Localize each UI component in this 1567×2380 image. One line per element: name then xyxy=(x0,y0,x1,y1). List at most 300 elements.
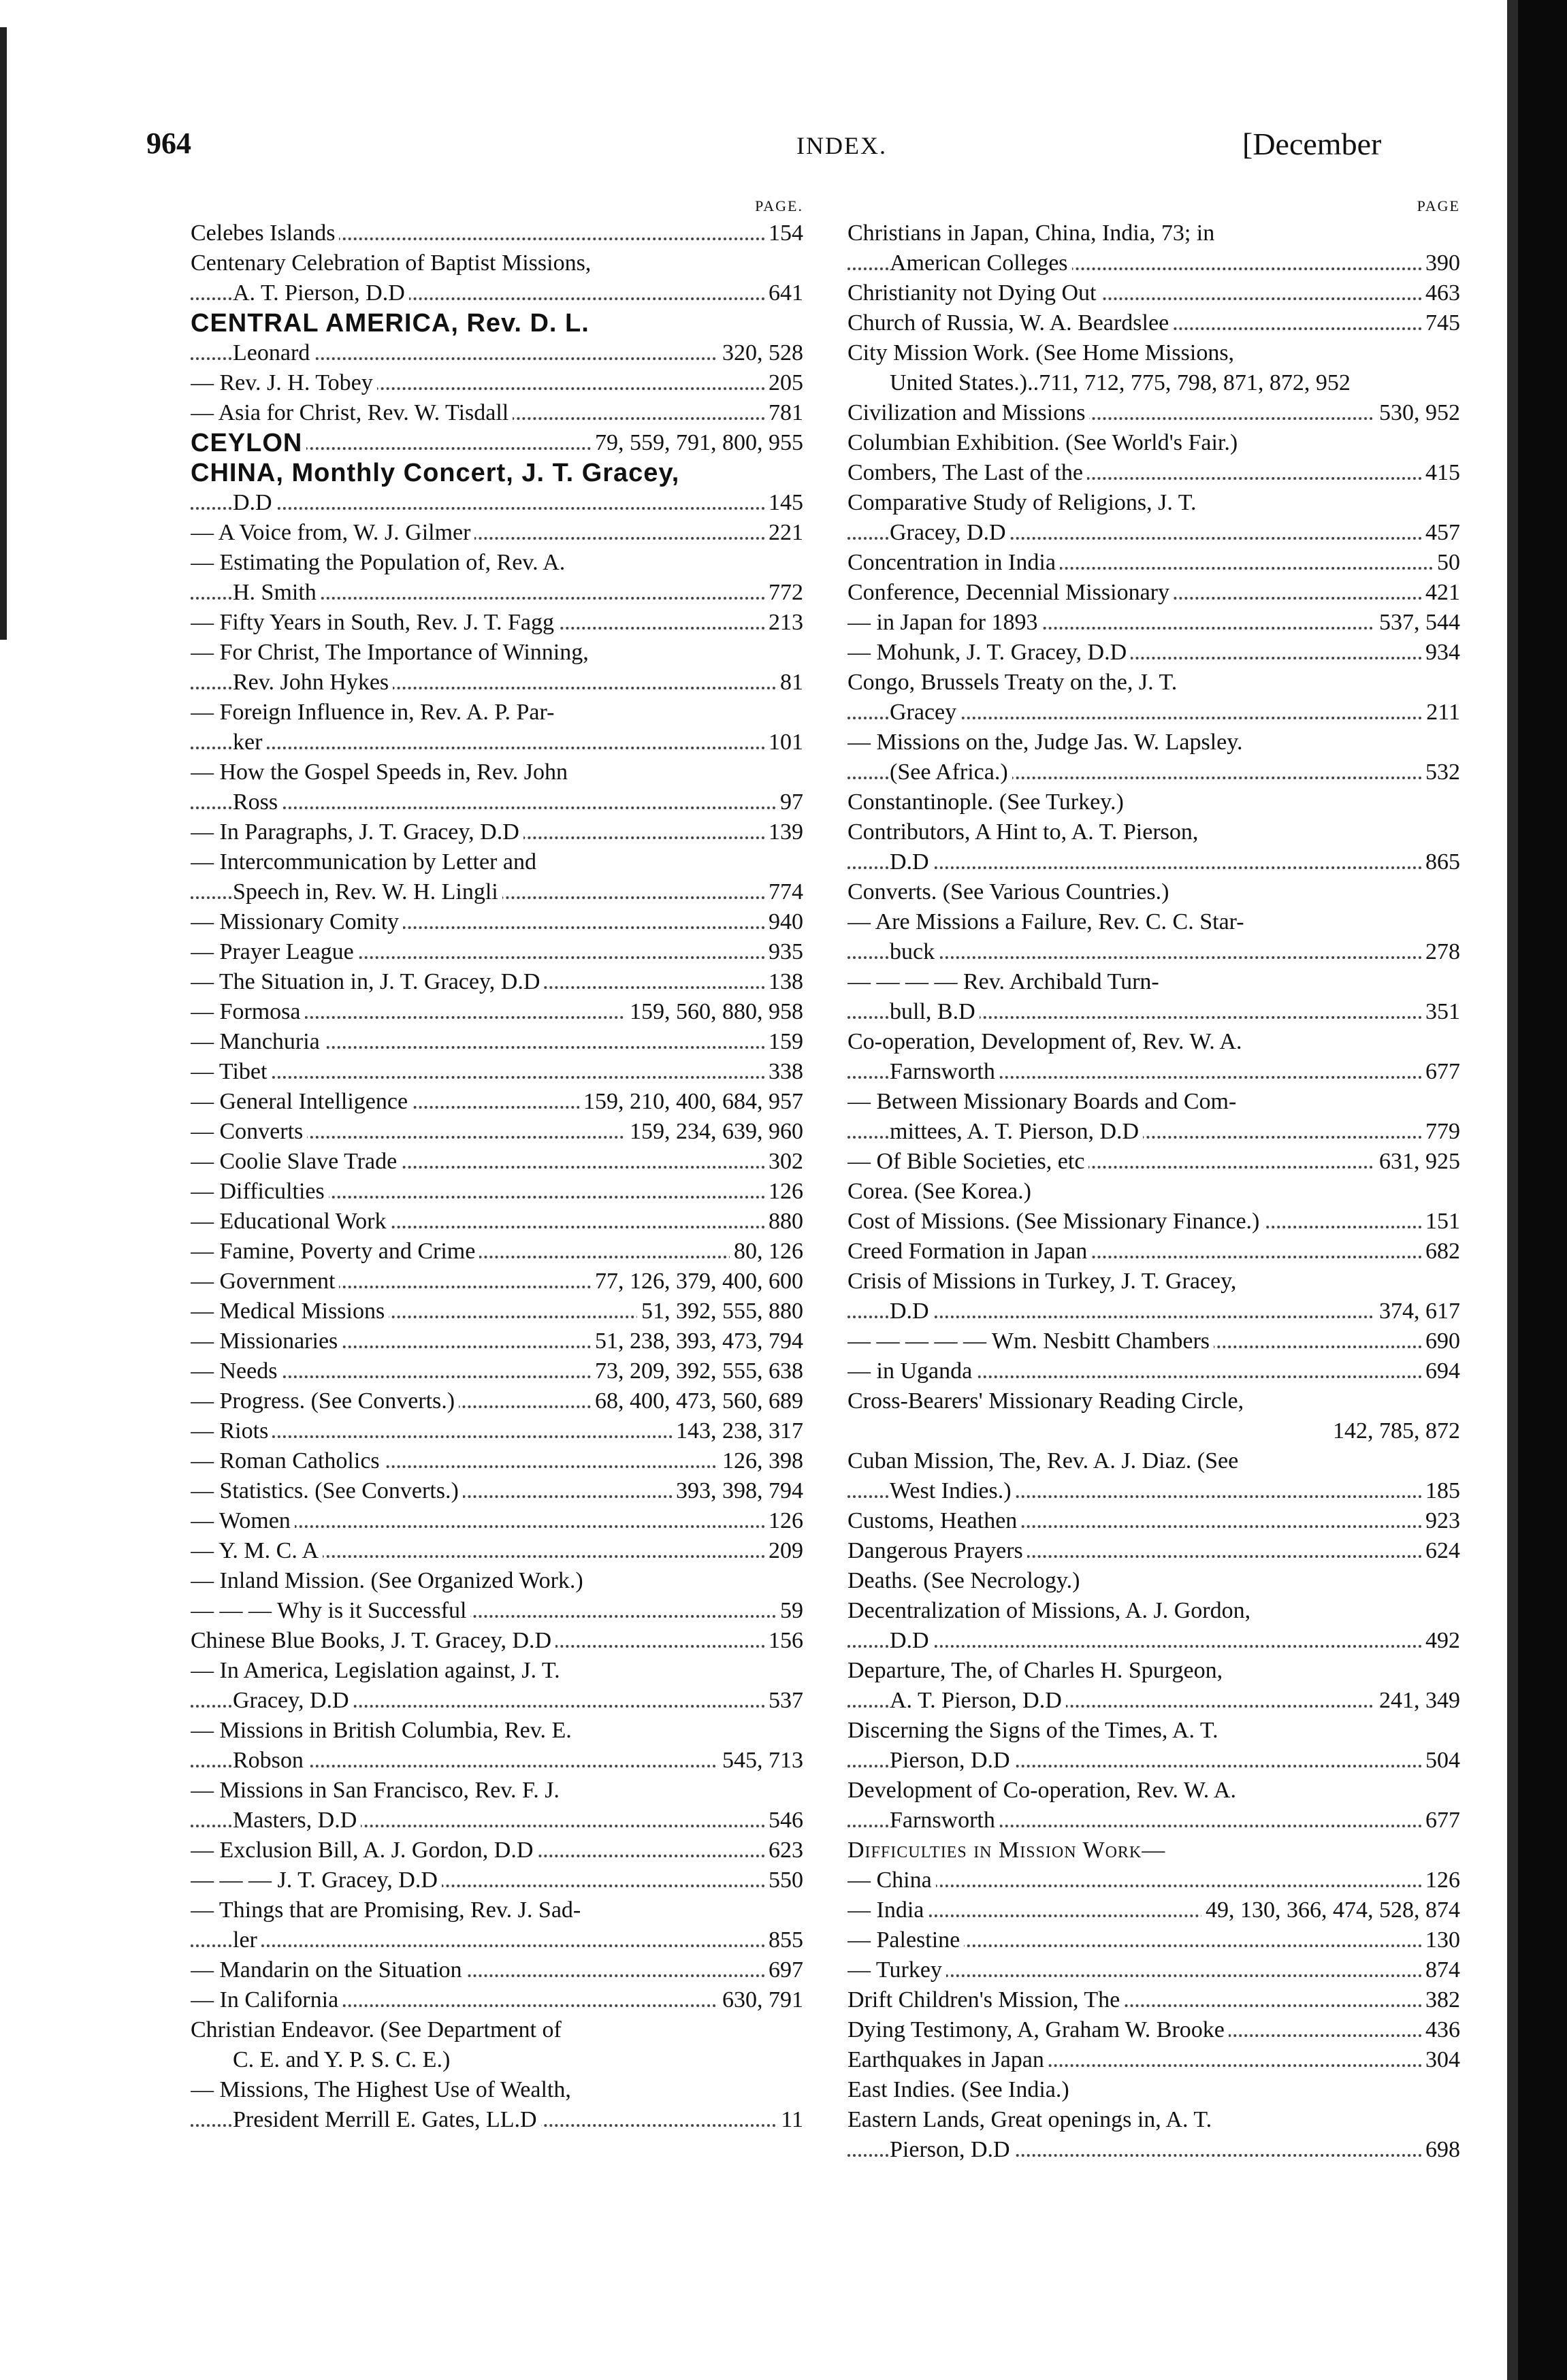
index-entry xyxy=(191,1386,803,1416)
entry-text: — Palestine xyxy=(847,1927,964,1953)
entry-text: D.D xyxy=(233,490,276,515)
entry-page-numbers: 50 xyxy=(1433,548,1460,578)
index-entry xyxy=(191,1836,803,1865)
index-entry xyxy=(847,2015,1460,2045)
entry-text: Leonard xyxy=(233,340,314,365)
left-page-edge xyxy=(0,27,7,640)
entry-page-numbers: 677 xyxy=(1421,1806,1460,1836)
entry-page-numbers: 694 xyxy=(1421,1356,1460,1386)
entry-page-numbers: 550 xyxy=(764,1865,803,1895)
index-entry xyxy=(847,1237,1460,1267)
entry-text: — Statistics. (See Converts.) xyxy=(191,1478,463,1503)
index-entry xyxy=(191,1656,803,1686)
entry-text: — Are Missions a Failure, Rev. C. C. Star- xyxy=(847,909,1244,934)
index-entry xyxy=(847,458,1460,488)
index-entry xyxy=(191,698,803,728)
index-entry xyxy=(191,1506,803,1536)
entry-text: — Educational Work xyxy=(191,1209,390,1234)
index-entry xyxy=(191,2075,803,2105)
entry-text: mittees, A. T. Pierson, D.D xyxy=(890,1119,1143,1144)
index-entry xyxy=(847,548,1460,578)
entry-text: — Fifty Years in South, Rev. J. T. Fagg xyxy=(191,610,558,635)
index-entry xyxy=(191,967,803,997)
entry-text: Crisis of Missions in Turkey, J. T. Gracey, xyxy=(847,1269,1237,1294)
entry-page-numbers: 772 xyxy=(764,578,803,608)
entry-page-numbers: 774 xyxy=(764,877,803,907)
index-entry xyxy=(191,428,803,458)
entry-text: Converts. (See Various Countries.) xyxy=(847,879,1169,904)
entry-text: — Converts xyxy=(191,1119,307,1144)
entry-page-numbers: 623 xyxy=(764,1836,803,1865)
entry-text: Pierson, D.D xyxy=(890,2137,1014,2162)
right-column xyxy=(847,194,1460,2165)
entry-page-numbers: 338 xyxy=(764,1057,803,1087)
entry-text: Dying Testimony, A, Graham W. Brooke xyxy=(847,2017,1229,2042)
index-entry xyxy=(847,1746,1460,1776)
index-entry xyxy=(191,817,803,847)
entry-text: — Exclusion Bill, A. J. Gordon, D.D xyxy=(191,1838,537,1863)
entry-text: — Government xyxy=(191,1269,339,1294)
entry-text: D.D xyxy=(890,849,933,875)
index-entry xyxy=(847,1566,1460,1596)
entry-page-numbers: 436 xyxy=(1421,2015,1460,2045)
entry-text: — Progress. (See Converts.) xyxy=(191,1388,459,1414)
index-entry xyxy=(191,1716,803,1746)
index-entry xyxy=(191,1566,803,1596)
entry-page-numbers: 934 xyxy=(1421,638,1460,668)
entry-page-numbers: 159, 560, 880, 958 xyxy=(626,997,803,1027)
index-entry xyxy=(191,1626,803,1656)
entry-page-numbers: 390 xyxy=(1421,248,1460,278)
index-entry xyxy=(847,967,1460,997)
entry-page-numbers: 213 xyxy=(764,608,803,638)
entry-text: Discerning the Signs of the Times, A. T. xyxy=(847,1718,1218,1743)
entry-page-numbers: 11 xyxy=(777,2105,803,2135)
index-entry xyxy=(847,428,1460,458)
index-entry xyxy=(847,1626,1460,1656)
entry-text: — Missions on the, Judge Jas. W. Lapsley. xyxy=(847,730,1243,755)
entry-page-numbers: 211 xyxy=(1422,698,1460,728)
index-entry xyxy=(191,458,803,488)
entry-page-numbers: 698 xyxy=(1421,2135,1460,2165)
entry-page-numbers: 631, 925 xyxy=(1375,1147,1460,1177)
entry-text: — In America, Legislation against, J. T. xyxy=(191,1658,560,1683)
entry-page-numbers: 302 xyxy=(764,1147,803,1177)
entry-text: Civilization and Missions xyxy=(847,400,1089,425)
index-entry xyxy=(191,1237,803,1267)
entry-text: Centenary Celebration of Baptist Missions, xyxy=(191,250,592,276)
entry-page-numbers: 855 xyxy=(764,1925,803,1955)
entry-text: Christian Endeavor. (See Department of xyxy=(191,2017,562,2042)
entry-text: — Missions, The Highest Use of Wealth, xyxy=(191,2077,571,2102)
entry-text: — Formosa xyxy=(191,999,305,1024)
index-entry xyxy=(191,368,803,398)
entry-text: Chinese Blue Books, J. T. Gracey, D.D xyxy=(191,1628,555,1653)
entry-text: Customs, Heathen xyxy=(847,1508,1021,1533)
index-entry xyxy=(191,847,803,877)
index-entry xyxy=(847,638,1460,668)
index-entry xyxy=(847,757,1460,787)
index-entry xyxy=(847,877,1460,907)
index-entry xyxy=(191,937,803,967)
entry-text: — India xyxy=(847,1897,928,1923)
entry-text: — — — J. T. Gracey, D.D xyxy=(191,1868,442,1893)
index-entry xyxy=(191,1326,803,1356)
index-entry xyxy=(191,578,803,608)
entry-text: — Foreign Influence in, Rev. A. P. Par- xyxy=(191,700,555,725)
entry-text: Co-operation, Development of, Rev. W. A. xyxy=(847,1029,1242,1054)
entry-text: Gracey xyxy=(890,700,960,725)
entry-text: — Inland Mission. (See Organized Work.) xyxy=(191,1568,583,1593)
index-entry xyxy=(847,997,1460,1027)
entry-page-numbers: 159 xyxy=(764,1027,803,1057)
index-entry xyxy=(191,338,803,368)
index-entry xyxy=(847,608,1460,638)
entry-text: President Merrill E. Gates, LL.D xyxy=(233,2107,541,2132)
entry-page-numbers: 935 xyxy=(764,937,803,967)
entry-text: Gracey, D.D xyxy=(233,1688,353,1713)
index-entry xyxy=(191,2015,803,2045)
index-entry xyxy=(847,398,1460,428)
index-entry xyxy=(191,728,803,757)
entry-text: City Mission Work. (See Home Missions, xyxy=(847,340,1235,365)
index-entry xyxy=(191,278,803,308)
page-gutter xyxy=(1518,0,1567,2380)
entry-page-numbers: 138 xyxy=(764,967,803,997)
entry-text: — For Christ, The Importance of Winning, xyxy=(191,640,589,665)
index-entry xyxy=(191,1177,803,1207)
entry-text: — A Voice from, W. J. Gilmer xyxy=(191,520,474,545)
index-entry xyxy=(847,728,1460,757)
entry-text: bull, B.D xyxy=(890,999,980,1024)
index-entry xyxy=(847,1955,1460,1985)
index-entry xyxy=(191,1117,803,1147)
entry-text: — The Situation in, J. T. Gracey, D.D xyxy=(191,969,544,994)
index-entry xyxy=(847,1686,1460,1716)
index-entry xyxy=(847,2045,1460,2075)
index-entry xyxy=(847,1057,1460,1087)
index-entry xyxy=(847,1207,1460,1237)
entry-page-numbers: 159, 234, 639, 960 xyxy=(626,1117,803,1147)
entry-text: (See Africa.) xyxy=(890,760,1012,785)
index-entry xyxy=(191,548,803,578)
index-entry xyxy=(191,997,803,1027)
entry-text: Farnsworth xyxy=(890,1808,999,1833)
entry-text: Rev. John Hykes xyxy=(233,670,393,695)
index-entry xyxy=(847,1536,1460,1566)
entry-text: Comparative Study of Religions, J. T. xyxy=(847,490,1197,515)
entry-text: Pierson, D.D xyxy=(890,1748,1014,1773)
entry-text: Combers, The Last of the xyxy=(847,460,1087,485)
entry-text: ler xyxy=(233,1927,261,1953)
entry-page-numbers: 221 xyxy=(764,518,803,548)
entry-text: Columbian Exhibition. (See World's Fair.) xyxy=(847,430,1238,455)
index-entry xyxy=(191,1147,803,1177)
entry-page-numbers: 51, 238, 393, 473, 794 xyxy=(591,1326,803,1356)
index-entry xyxy=(191,1925,803,1955)
entry-page-numbers: 457 xyxy=(1421,518,1460,548)
index-entry xyxy=(847,1895,1460,1925)
index-entry xyxy=(191,787,803,817)
entry-text: Robson xyxy=(233,1748,308,1773)
entry-text: — Manchuria xyxy=(191,1029,324,1054)
entry-page-numbers: 101 xyxy=(764,728,803,757)
index-entry xyxy=(847,907,1460,937)
entry-page-numbers: 73, 209, 392, 555, 638 xyxy=(591,1356,803,1386)
entry-page-numbers: 865 xyxy=(1421,847,1460,877)
entry-text: — in Uganda xyxy=(847,1358,976,1384)
entry-text: — In Paragraphs, J. T. Gracey, D.D xyxy=(191,819,523,845)
entry-text: — Between Missionary Boards and Com- xyxy=(847,1089,1237,1114)
entry-page-numbers: 351 xyxy=(1421,997,1460,1027)
entry-page-numbers: 151 xyxy=(1421,1207,1460,1237)
index-entry xyxy=(191,1955,803,1985)
index-entry xyxy=(191,668,803,698)
entry-text: — Women xyxy=(191,1508,295,1533)
entry-text: D.D xyxy=(890,1628,933,1653)
entry-text: — in Japan for 1893 xyxy=(847,610,1042,635)
entry-page-numbers: 126 xyxy=(1421,1865,1460,1895)
index-entry xyxy=(191,488,803,518)
entry-text: — Missions in San Francisco, Rev. F. J. xyxy=(191,1778,560,1803)
index-entry xyxy=(191,1416,803,1446)
entry-text: — Estimating the Population of, Rev. A. xyxy=(191,550,566,575)
index-entry xyxy=(847,1716,1460,1746)
entry-text: Celebes Islands xyxy=(191,221,339,246)
entry-text: D.D xyxy=(890,1299,933,1324)
entry-text: — Prayer League xyxy=(191,939,358,964)
entry-text: — Roman Catholics xyxy=(191,1448,384,1473)
index-entry xyxy=(847,308,1460,338)
entry-page-numbers: 682 xyxy=(1421,1237,1460,1267)
index-entry xyxy=(191,1596,803,1626)
entry-page-numbers: 624 xyxy=(1421,1536,1460,1566)
running-head-month: [December xyxy=(1242,127,1382,161)
entry-text: Christianity not Dying Out xyxy=(847,280,1101,306)
entry-text: — Mohunk, J. T. Gracey, D.D xyxy=(847,640,1131,665)
entry-text: — Rev. J. H. Tobey xyxy=(191,370,377,395)
entry-page-numbers: 545, 713 xyxy=(718,1746,803,1776)
entry-text: Eastern Lands, Great openings in, A. T. xyxy=(847,2107,1212,2132)
index-entry xyxy=(847,1117,1460,1147)
page-title: INDEX. xyxy=(796,132,887,159)
entry-text: — Needs xyxy=(191,1358,281,1384)
entry-page-numbers: 126 xyxy=(764,1506,803,1536)
index-entry xyxy=(191,1895,803,1925)
index-entry xyxy=(191,1356,803,1386)
index-entry xyxy=(847,1656,1460,1686)
index-entry xyxy=(191,398,803,428)
entry-page-numbers: 185 xyxy=(1421,1476,1460,1506)
index-entry xyxy=(847,1177,1460,1207)
index-entry xyxy=(191,218,803,248)
index-entry xyxy=(847,1027,1460,1057)
entry-page-numbers: 415 xyxy=(1421,458,1460,488)
index-entry xyxy=(847,1865,1460,1895)
entry-page-numbers: 374, 617 xyxy=(1375,1297,1460,1326)
entry-text: — Intercommunication by Letter and xyxy=(191,849,536,875)
entry-page-numbers: 130 xyxy=(1421,1925,1460,1955)
entry-page-numbers: 209 xyxy=(764,1536,803,1566)
entry-text: — Riots xyxy=(191,1418,272,1444)
entry-page-numbers: 241, 349 xyxy=(1375,1686,1460,1716)
entry-page-numbers: 68, 400, 473, 560, 689 xyxy=(591,1386,803,1416)
entry-text: — Difficulties xyxy=(191,1179,329,1204)
index-entry xyxy=(847,488,1460,518)
entry-text: Development of Co-operation, Rev. W. A. xyxy=(847,1778,1236,1803)
entry-page-numbers: 779 xyxy=(1421,1117,1460,1147)
entry-page-numbers: 139 xyxy=(764,817,803,847)
entry-page-numbers: 546 xyxy=(764,1806,803,1836)
entry-page-numbers: 156 xyxy=(764,1626,803,1656)
entry-text: — Of Bible Societies, etc xyxy=(847,1149,1088,1174)
entry-text: Constantinople. (See Turkey.) xyxy=(847,789,1124,815)
index-entry xyxy=(191,308,803,338)
index-entry xyxy=(847,668,1460,698)
index-entry xyxy=(191,248,803,278)
index-entry xyxy=(847,1925,1460,1955)
index-entry xyxy=(191,907,803,937)
entry-text: American Colleges xyxy=(890,250,1072,276)
entry-text: Drift Children's Mission, The xyxy=(847,1987,1124,2012)
entry-text: Cuban Mission, The, Rev. A. J. Diaz. (See xyxy=(847,1448,1239,1473)
entry-page-numbers: 143, 238, 317 xyxy=(672,1416,803,1446)
entry-text: Christians in Japan, China, India, 73; in xyxy=(847,221,1215,246)
entry-page-numbers: 537 xyxy=(764,1686,803,1716)
entry-text: Decentralization of Missions, A. J. Gordon, xyxy=(847,1598,1251,1623)
entry-page-numbers: 154 xyxy=(764,218,803,248)
entry-page-numbers: 126 xyxy=(764,1177,803,1207)
entry-page-numbers: 382 xyxy=(1421,1985,1460,2015)
entry-page-numbers: 697 xyxy=(764,1955,803,1985)
entry-page-numbers: 421 xyxy=(1421,578,1460,608)
entry-text: ker xyxy=(233,730,266,755)
index-entry xyxy=(847,1596,1460,1626)
index-entry xyxy=(191,1536,803,1566)
entry-text: — In California xyxy=(191,1987,342,2012)
index-entry xyxy=(847,338,1460,368)
entry-page-numbers: 874 xyxy=(1421,1955,1460,1985)
index-entry xyxy=(847,2105,1460,2135)
entry-text: — Missionary Comity xyxy=(191,909,403,934)
index-entry xyxy=(191,877,803,907)
index-entry xyxy=(847,368,1460,398)
left-column xyxy=(191,194,803,2135)
entry-text: A. T. Pierson, D.D xyxy=(890,1688,1066,1713)
index-entry xyxy=(847,937,1460,967)
index-entry xyxy=(847,1356,1460,1386)
entry-text: CHINA, Monthly Concert, J. T. Gracey, xyxy=(191,459,680,487)
index-entry xyxy=(847,1267,1460,1297)
column-page-label: PAGE xyxy=(1417,197,1460,214)
entry-page-numbers: 677 xyxy=(1421,1057,1460,1087)
entry-text: Speech in, Rev. W. H. Lingli xyxy=(233,879,502,904)
entry-text: Conference, Decennial Missionary xyxy=(847,580,1174,605)
entry-text: — — — — Rev. Archibald Turn- xyxy=(847,969,1159,994)
entry-page-numbers: 492 xyxy=(1421,1626,1460,1656)
entry-page-numbers: 126, 398 xyxy=(718,1446,803,1476)
index-entry xyxy=(847,1476,1460,1506)
index-entry xyxy=(191,2105,803,2135)
entry-text: — Things that are Promising, Rev. J. Sad- xyxy=(191,1897,581,1923)
index-entry xyxy=(191,1686,803,1716)
index-entry xyxy=(191,1057,803,1087)
page-gutter-shadow xyxy=(1507,0,1518,2380)
entry-page-numbers: 532 xyxy=(1421,757,1460,787)
entry-text: East Indies. (See India.) xyxy=(847,2077,1069,2102)
entry-text: Contributors, A Hint to, A. T. Pierson, xyxy=(847,819,1199,845)
index-entry xyxy=(847,847,1460,877)
index-entry xyxy=(847,1985,1460,2015)
entry-text: — Y. M. C. A xyxy=(191,1538,323,1563)
index-entry xyxy=(191,608,803,638)
entry-page-numbers: 145 xyxy=(764,488,803,518)
entry-text: Farnsworth xyxy=(890,1059,999,1084)
entry-text: — — — — — Wm. Nesbitt Chambers xyxy=(847,1328,1214,1354)
index-entry xyxy=(191,1776,803,1806)
entry-page-numbers: 463 xyxy=(1421,278,1460,308)
index-entry xyxy=(847,1326,1460,1356)
index-entry xyxy=(191,2045,803,2075)
entry-text: Congo, Brussels Treaty on the, J. T. xyxy=(847,670,1178,695)
entry-text: — Mandarin on the Situation xyxy=(191,1957,466,1983)
entry-text: CENTRAL AMERICA, Rev. D. L. xyxy=(191,309,589,338)
entry-text: — Missionaries xyxy=(191,1328,342,1354)
entry-page-numbers: 97 xyxy=(776,787,803,817)
index-entry xyxy=(847,2075,1460,2105)
entry-page-numbers: 530, 952 xyxy=(1375,398,1460,428)
entry-text: — Medical Missions xyxy=(191,1299,389,1324)
entry-text: Corea. (See Korea.) xyxy=(847,1179,1031,1204)
entry-text: — China xyxy=(847,1868,936,1893)
index-entry xyxy=(847,1776,1460,1806)
index-entry xyxy=(847,1087,1460,1117)
entry-text: Masters, D.D xyxy=(233,1808,361,1833)
entry-text: Deaths. (See Necrology.) xyxy=(847,1568,1080,1593)
index-entry xyxy=(847,1836,1460,1865)
entry-page-numbers: 690 xyxy=(1421,1326,1460,1356)
index-entry xyxy=(191,1207,803,1237)
entry-text: Church of Russia, W. A. Beardslee xyxy=(847,310,1173,336)
entry-page-numbers: 59 xyxy=(776,1596,803,1626)
entry-page-numbers: 77, 126, 379, 400, 600 xyxy=(591,1267,803,1297)
entry-page-numbers: 159, 210, 400, 684, 957 xyxy=(579,1087,803,1117)
index-entry xyxy=(847,787,1460,817)
column-page-label: PAGE. xyxy=(755,197,803,214)
entry-page-numbers: 278 xyxy=(1421,937,1460,967)
index-entry xyxy=(191,1985,803,2015)
entry-text: — How the Gospel Speeds in, Rev. John xyxy=(191,760,568,785)
index-entry xyxy=(847,578,1460,608)
entry-text: Departure, The, of Charles H. Spurgeon, xyxy=(847,1658,1223,1683)
entry-page-numbers: 537, 544 xyxy=(1375,608,1460,638)
index-entry xyxy=(847,1806,1460,1836)
entry-page-numbers: 641 xyxy=(764,278,803,308)
entry-page-numbers: 79, 559, 791, 800, 955 xyxy=(591,428,803,458)
entry-text: — Turkey xyxy=(847,1957,946,1983)
entry-page-numbers: 923 xyxy=(1421,1506,1460,1536)
index-entry xyxy=(191,757,803,787)
entry-text: Cost of Missions. (See Missionary Finance.) xyxy=(847,1209,1263,1234)
entry-text: — General Intelligence xyxy=(191,1089,412,1114)
entry-text: — Missions in British Columbia, Rev. E. xyxy=(191,1718,572,1743)
entry-page-numbers: 630, 791 xyxy=(718,1985,803,2015)
entry-text: Dangerous Prayers xyxy=(847,1538,1027,1563)
entry-page-numbers: 80, 126 xyxy=(730,1237,803,1267)
index-entry xyxy=(847,218,1460,248)
entry-page-numbers: 205 xyxy=(764,368,803,398)
index-entry xyxy=(847,1446,1460,1476)
